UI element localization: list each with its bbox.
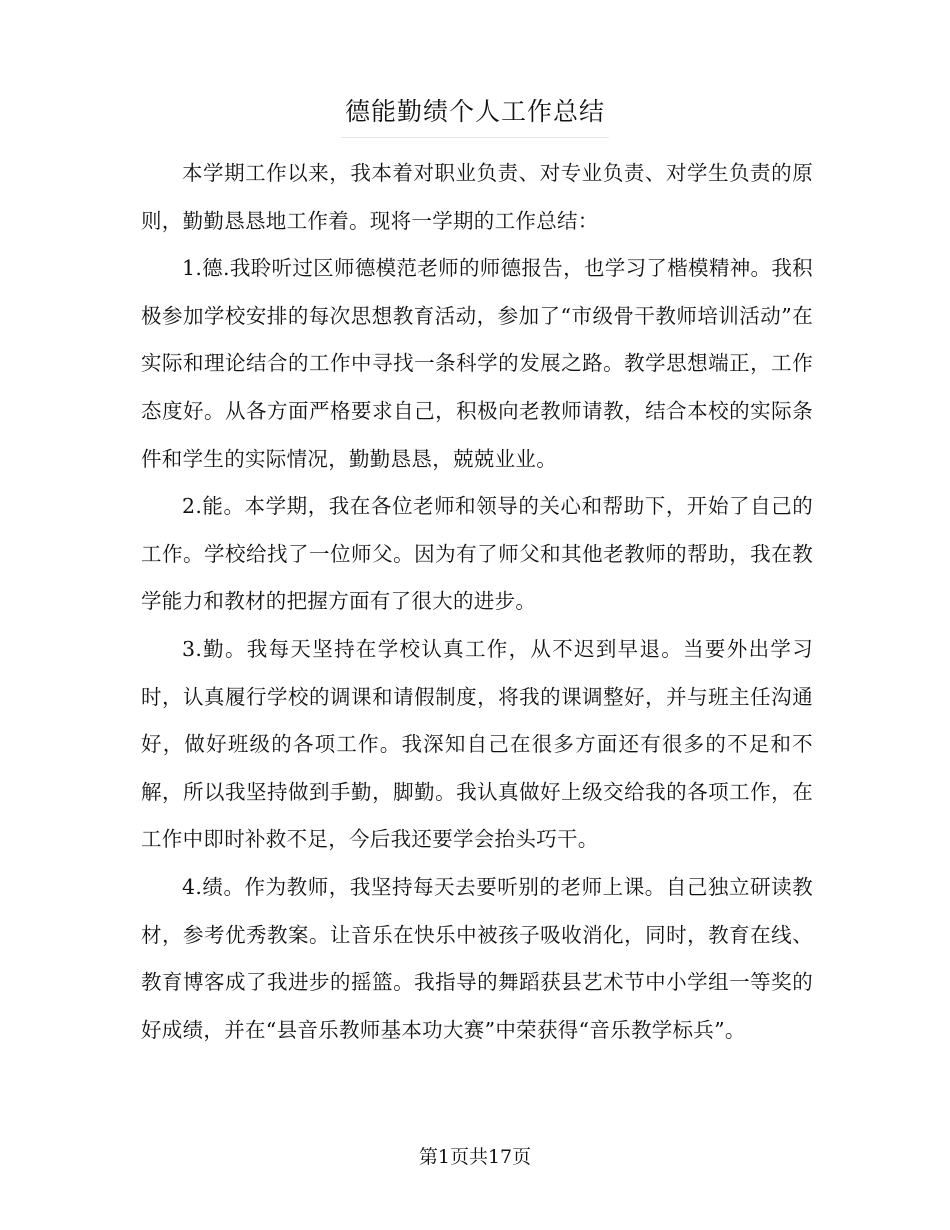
paragraph-intro: 本学期工作以来，我本着对职业负责、对专业负责、对学生负责的原则，勤勤恳恳地工作着。现将一学期的工作总结： xyxy=(141,161,813,233)
page-number-footer: 第1页共17页 xyxy=(418,1146,532,1168)
paragraph-diligence: 3.勤。我每天坚持在学校认真工作，从不迟到早退。当要外出学习时，认真履行学校的调课和请假制度，将我的课调整好，并与班主任沟通好，做好班级的各项工作。我深知自己在很多方面还有很多的不足和不解，所以我坚持做到手勤，脚勤。我认真做好上级交给我的各项工作，在工作中即时补救不足，今后我还要学会抬头巧干。 xyxy=(141,636,813,852)
paragraph-achievement: 4.绩。作为教师，我坚持每天去要听别的老师上课。自己独立研读教材，参考优秀教案。让音乐在快乐中被孩子吸收消化，同时，教育在线、教育博客成了我进步的摇篮。我指导的舞蹈获县艺术节中小学组一等奖的好成绩，并在“县音乐教师基本功大赛”中荣获得“音乐教学标兵”。 xyxy=(141,874,813,1042)
document-body xyxy=(141,150,813,1054)
paragraph-morality: 1.德.我聆听过区师德模范老师的师德报告，也学习了楷模精神。我积极参加学校安排的每次思想教育活动，参加了“市级骨干教师培训活动”在实际和理论结合的工作中寻找一条科学的发展之路。教学思想端正，工作态度好。从各方面严格要求自己，积极向老教师请教，结合本校的实际条件和学生的实际情况，勤勤恳恳，兢兢业业。 xyxy=(141,256,813,471)
title-container xyxy=(0,96,950,138)
document-title: 德能勤绩个人工作总结 xyxy=(341,96,609,138)
paragraph-ability: 2.能。本学期，我在各位老师和领导的关心和帮助下，开始了自己的工作。学校给找了一位师父。因为有了师父和其他老教师的帮助，我在教学能力和教材的把握方面有了很大的进步。 xyxy=(141,494,813,614)
